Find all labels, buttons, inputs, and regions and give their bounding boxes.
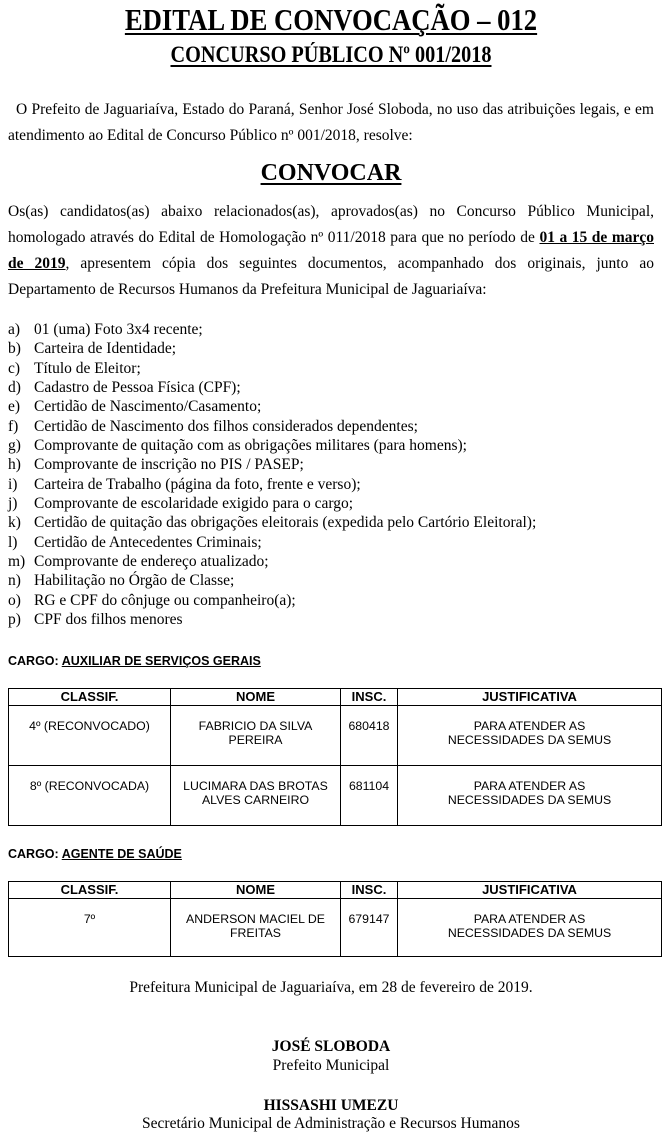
list-letter: i) (8, 475, 18, 493)
intro-paragraph: O Prefeito de Jaguariaíva, Estado do Paraná, Senhor José Sloboda, no uso das atribuições legais, e em atendimento ao Edital de Concurso Público nº 001/2018, resolve: (8, 101, 654, 144)
list-item (8, 378, 658, 397)
list-text: Comprovante de inscrição no PIS / PASEP; (34, 456, 304, 474)
list-text: 01 (uma) Foto 3x4 recente; (34, 321, 203, 338)
signature-name: HISSASHI UMEZU (263, 1097, 399, 1114)
table-header-row (9, 882, 662, 899)
list-item (8, 513, 658, 532)
list-item (8, 494, 658, 513)
list-item (8, 417, 658, 436)
header-classif: CLASSIF. (9, 882, 171, 899)
documents-list (8, 320, 658, 630)
list-item (8, 533, 658, 552)
list-item (8, 320, 658, 339)
table-header-row (9, 689, 662, 706)
list-text: Carteira de Trabalho (página da foto, frente e verso); (34, 475, 361, 493)
cell-nome: ANDERSON MACIEL DE FREITAS (171, 899, 341, 957)
header-nome: NOME (171, 882, 341, 899)
cargo-label: CARGO: (8, 847, 59, 861)
list-letter: o) (8, 591, 21, 609)
cell-justificativa: PARA ATENDER AS NECESSIDADES DA SEMUS (398, 706, 662, 766)
list-letter: a) (8, 321, 21, 338)
header-justificativa: JUSTIFICATIVA (398, 689, 662, 706)
list-letter: c) (8, 359, 21, 377)
table-row (9, 706, 662, 766)
cell-insc: 679147 (341, 899, 398, 957)
list-item (8, 455, 658, 474)
cell-insc: 681104 (341, 766, 398, 826)
cell-nome: FABRICIO DA SILVA PEREIRA (171, 706, 341, 766)
body-text-2: , apresentem cópia dos seguintes documentos, acompanhado dos originais, junto ao Departamento de Recursos Humanos da Prefeitura Municipal de Jaguariaíva: (8, 255, 655, 298)
cargo-name: AUXILIAR DE SERVIÇOS GERAIS (61, 654, 261, 668)
cargo-heading (8, 653, 261, 669)
list-item (8, 610, 658, 629)
cargo-label: CARGO: (8, 654, 59, 668)
header-insc: INSC. (341, 882, 398, 899)
table-row (9, 766, 662, 826)
action-heading: CONVOCAR (260, 160, 402, 186)
list-letter: h) (8, 456, 21, 474)
period-highlight: 01 a 15 de março de 2019 (8, 229, 654, 272)
cell-classif: 4º (RECONVOCADO) (9, 706, 171, 766)
list-text: Cadastro de Pessoa Física (CPF); (34, 379, 241, 397)
list-letter: j) (8, 495, 18, 513)
cargo-heading (8, 846, 182, 862)
list-text: RG e CPF do cônjuge ou companheiro(a); (34, 591, 296, 609)
list-item (8, 436, 658, 455)
list-item (8, 339, 658, 358)
cell-justificativa: PARA ATENDER AS NECESSIDADES DA SEMUS (398, 899, 662, 957)
list-letter: f) (8, 417, 19, 435)
list-letter: e) (8, 398, 21, 416)
candidates-table-auxiliar (8, 688, 662, 826)
list-letter: m) (8, 553, 26, 571)
signature-name: JOSÉ SLOBODA (271, 1038, 391, 1055)
cell-insc: 680418 (341, 706, 398, 766)
table-row (9, 899, 662, 957)
header-nome: NOME (171, 689, 341, 706)
list-letter: l) (8, 533, 18, 551)
document-subtitle: CONCURSO PÚBLICO Nº 001/2018 (170, 42, 492, 67)
list-text: Comprovante de endereço atualizado; (34, 553, 269, 571)
list-text: Certidão de Nascimento/Casamento; (34, 398, 262, 416)
list-letter: p) (8, 611, 21, 629)
list-text: Certidão de Nascimento dos filhos considerados dependentes; (34, 417, 418, 435)
candidates-table-agente (8, 881, 662, 957)
header-justificativa: JUSTIFICATIVA (398, 882, 662, 899)
document-title: EDITAL DE CONVOCAÇÃO – 012 (124, 2, 538, 37)
body-paragraph (8, 199, 654, 303)
list-item (8, 359, 658, 378)
list-item (8, 397, 658, 416)
list-text: Certidão de Antecedentes Criminais; (34, 533, 262, 551)
place-date: Prefeitura Municipal de Jaguariaíva, em 28 de fevereiro de 2019. (129, 979, 533, 996)
cell-classif: 8º (RECONVOCADA) (9, 766, 171, 826)
list-letter: d) (8, 379, 21, 397)
list-text: Carteira de Identidade; (34, 340, 177, 358)
header-insc: INSC. (341, 689, 398, 706)
list-item (8, 475, 658, 494)
list-text: Comprovante de escolaridade exigido para o cargo; (34, 495, 354, 513)
list-item (8, 591, 658, 610)
cell-nome: LUCIMARA DAS BROTAS ALVES CARNEIRO (171, 766, 341, 826)
list-item (8, 571, 658, 590)
list-letter: k) (8, 514, 21, 532)
list-text: Título de Eleitor; (34, 359, 141, 377)
body-text-1: Os(as) candidatos(as) abaixo relacionados(as), aprovados(as) no Concurso Público Municipal, homologado através do Edital de Homologação nº 011/2018 para que no período de (8, 203, 654, 246)
list-text: Comprovante de quitação com as obrigações militares (para homens); (34, 437, 467, 455)
list-letter: g) (8, 437, 21, 455)
cell-classif: 7º (9, 899, 171, 957)
signature-role: Secretário Municipal de Administração e Recursos Humanos (142, 1115, 520, 1132)
list-text: Habilitação no Órgão de Classe; (34, 572, 235, 590)
list-text: Certidão de quitação das obrigações eleitorais (expedida pelo Cartório Eleitoral); (34, 514, 537, 532)
list-text: CPF dos filhos menores (34, 611, 183, 629)
list-item (8, 552, 658, 571)
list-letter: n) (8, 572, 21, 590)
signature-role: Prefeito Municipal (272, 1057, 390, 1074)
header-classif: CLASSIF. (9, 689, 171, 706)
cargo-name: AGENTE DE SAÚDE (61, 847, 182, 861)
cell-justificativa: PARA ATENDER AS NECESSIDADES DA SEMUS (398, 766, 662, 826)
list-letter: b) (8, 340, 21, 358)
